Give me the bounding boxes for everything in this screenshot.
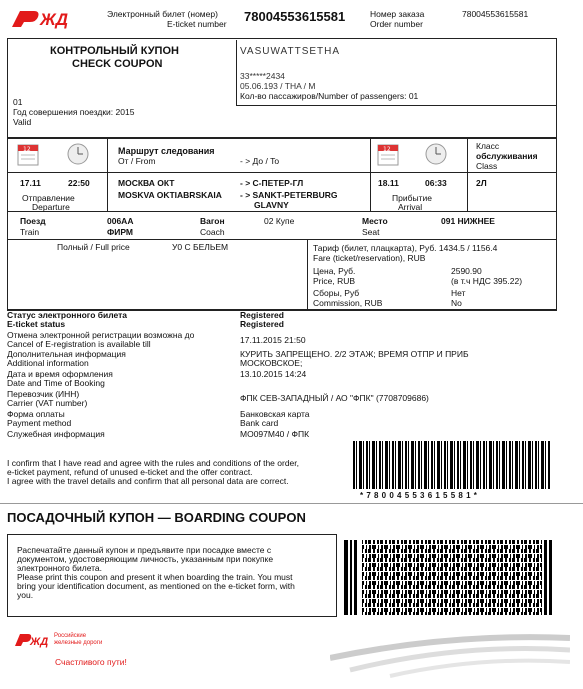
arrival-time: 06:33 (425, 178, 447, 188)
clock-icon (425, 143, 447, 168)
svg-text:12: 12 (383, 146, 391, 153)
pdf417-barcode (344, 540, 552, 615)
booking-value: 13.10.2015 14:24 (240, 369, 307, 379)
price-label-ru: Цена, Руб. (313, 266, 356, 276)
seat-label-en: Seat (362, 227, 380, 237)
info-label-ru: Дополнительная информация (7, 349, 126, 359)
booking-label-ru: Дата и время оформления (7, 369, 113, 379)
seat-value: 091 НИЖНЕЕ (441, 216, 495, 226)
svg-text:12: 12 (23, 146, 31, 153)
info-label-en: Additional information (7, 358, 89, 368)
seat-label-ru: Место (362, 216, 388, 226)
fee-value-en: No (451, 298, 462, 308)
boarding-ru-3: электронного билета. (17, 563, 103, 573)
status-label-ru: Статус электронного билета (7, 310, 128, 320)
passengers-count-label: Кол-во пассажиров/Number of passengers: 01 (240, 91, 419, 101)
passenger-count: 01 (13, 97, 23, 107)
rzd-logo (10, 7, 80, 31)
svg-text:ЖД: ЖД (30, 636, 49, 648)
order-label-en: Order number (370, 19, 423, 29)
train-label-en: Train (20, 227, 40, 237)
passenger-doc: 33*****2434 (240, 71, 285, 81)
train-label-ru: Поезд (20, 216, 46, 226)
booking-label-en: Date and Time of Booking (7, 378, 105, 388)
price-value: 2590.90 (451, 266, 482, 276)
departure-label-ru: Отправление (22, 193, 75, 203)
company-name-1: Российские (54, 633, 87, 639)
cancel-value: 17.11.2015 21:50 (240, 335, 306, 345)
calendar-icon (377, 142, 399, 169)
footer-rzd-logo (14, 631, 50, 649)
coach-label-en: Coach (200, 227, 225, 237)
train-value2: ФИРМ (107, 227, 134, 237)
barcode-text: * 7 8 0 0 4 5 5 3 6 1 5 5 8 1 * (360, 491, 478, 500)
fee-label-en: Commission, RUB (313, 298, 383, 308)
service-value: МО097М40 / ФПК (240, 429, 310, 439)
class-label-ru2: обслуживания (476, 151, 538, 161)
passenger-extra: 05.06.193 / THA / M (240, 81, 316, 91)
carrier-label-en: Carrier (VAT number) (7, 398, 88, 408)
boarding-en-2: bring your identification document, as mentioned on the e-ticket form, with (17, 581, 295, 591)
agreement-line-2: e-ticket payment, refund of unused e-ticket and the offer contract. (7, 467, 253, 477)
arrival-label-en: Arrival (398, 202, 423, 212)
info-value: КУРИТЬ ЗАПРЕЩЕНО. 2/2 ЭТАЖ; ВРЕМЯ ОТПР И ПРИБ (240, 349, 469, 359)
class-value: 2Л (476, 178, 487, 188)
fee-value-ru: Нет (451, 288, 466, 298)
to-station-ru: - > С-ПЕТЕР-ГЛ (240, 178, 304, 188)
to-station-en2: GLAVNY (254, 200, 289, 210)
info-value2: МОСКОВСКОЕ; (240, 358, 303, 368)
coach-value: 02 Купе (264, 216, 295, 226)
agreement-line-1: I confirm that I have read and agree with the rules and conditions of the order, (7, 458, 300, 468)
eticket-label-ru: Электронный билет (номер) (107, 9, 218, 19)
order-number: 78004553615581 (462, 9, 529, 19)
to-label: - > До / To (240, 156, 280, 166)
check-coupon-title-en: CHECK COUPON (72, 58, 163, 70)
status-value2: Registered (240, 319, 284, 329)
passenger-name: VASUWATTSETHA (240, 46, 341, 57)
slogan: Счастливого пути! (55, 657, 127, 667)
eticket-label-en: E-ticket number (167, 19, 227, 29)
price-label-en: Price, RUB (313, 276, 356, 286)
svg-text:ЖД: ЖД (40, 10, 69, 29)
tariff-label-en: Fare (ticket/reservation), RUB (313, 253, 426, 263)
boarding-en-3: you. (17, 590, 34, 600)
to-station-en: - > SANKT-PETERBURG (240, 190, 338, 200)
boarding-title: ПОСАДОЧНЫЙ КУПОН — BOARDING COUPON (7, 510, 306, 525)
agreement-line-3: I agree with the travel details and confirm that all personal data are correct. (7, 476, 289, 486)
status-value: Registered (240, 310, 284, 320)
boarding-ru-1: Распечатайте данный купон и предъявите при посадке вместе с (17, 545, 272, 555)
departure-date: 17.11 (20, 178, 41, 188)
trip-year: Год совершения поездки: 2015 (13, 107, 135, 117)
payment-label-en: Payment method (7, 418, 72, 428)
from-station-en: MOSKVA OKTIABRSKAIA (118, 190, 222, 200)
departure-time: 22:50 (68, 178, 90, 188)
tariff-label: Тариф (билет, плацкарта), Руб. 1434.5 / 1156.4 (313, 243, 498, 253)
departure-label-en: Departure (32, 202, 70, 212)
arrival-label-ru: Прибытие (392, 193, 432, 203)
route-label: Маршрут следования (118, 146, 215, 156)
coach-label-ru: Вагон (200, 216, 225, 226)
payment-label-ru: Форма оплаты (7, 409, 65, 419)
from-station-ru: МОСКВА ОКТ (118, 178, 175, 188)
cancel-label-ru: Отмена электронной регистрации возможна до (7, 330, 195, 340)
cancel-label-en: Cancel of E-registration is available till (7, 339, 151, 349)
service-label-ru: Служебная информация (7, 429, 105, 439)
check-coupon-title-ru: КОНТРОЛЬНЫЙ КУПОН (50, 45, 179, 57)
order-label-ru: Номер заказа (370, 9, 425, 19)
from-label: От / From (118, 156, 156, 166)
barcode (353, 441, 551, 489)
arrival-date: 18.11 (378, 178, 399, 188)
class-label-en: Class (476, 161, 498, 171)
payment-value-en: Bank card (240, 418, 279, 428)
eticket-number: 78004553615581 (244, 9, 346, 24)
carrier-label-ru: Перевозчик (ИНН) (7, 389, 80, 399)
valid-label: Valid (13, 117, 32, 127)
clock-icon (67, 143, 89, 168)
fee-label-ru: Сборы, Руб (313, 288, 360, 298)
boarding-ru-2: документом, удостоверяющим личность, указанным при покупке (17, 554, 274, 564)
calendar-icon (17, 142, 39, 169)
company-name-2: железные дороги (54, 640, 103, 646)
boarding-en-1: Please print this coupon and present it when boarding the train. You must (17, 572, 293, 582)
class-label-ru: Класс (476, 141, 500, 151)
footer-stripes (330, 628, 570, 678)
status-label-en: E-ticket status (7, 319, 66, 329)
train-value: 006АА (107, 216, 134, 226)
vat-value: (в т.ч НДС 395.22) (451, 276, 523, 286)
bedding: У0 С БЕЛЬЕМ (172, 242, 229, 252)
carrier-value: ФПК СЕВ-ЗАПАДНЫЙ / АО "ФПК" (7708709686) (240, 393, 429, 403)
full-price: Полный / Full price (57, 242, 130, 252)
payment-value-ru: Банковская карта (240, 409, 310, 419)
